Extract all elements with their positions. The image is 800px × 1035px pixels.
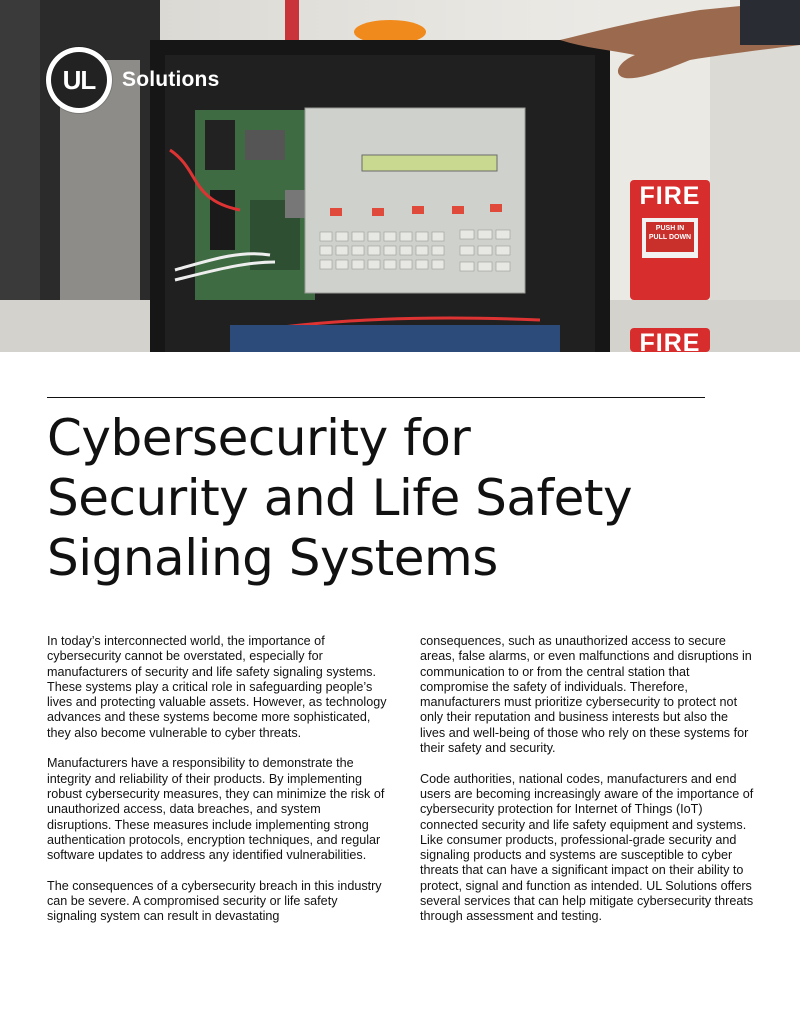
page-title-line-3: Signaling Systems: [47, 529, 498, 587]
fire-pull-text: [646, 224, 694, 242]
title-divider: [47, 397, 705, 398]
body-column-right: [420, 634, 755, 940]
body-paragraph: In today’s interconnected world, the importance of cybersecurity cannot be overstated, especially for manufacturers of security and life safety signaling systems. These systems play a critical role in safeguarding people’s lives and protecting valuable assets. However, as technology advances and these systems become more sophisticated, they also become vulnerable to cyber threats.: [47, 634, 387, 740]
page-title-line-2: Security and Life Safety: [47, 469, 633, 527]
fire-label: FIRE: [639, 182, 701, 210]
logo-wordmark: Solutions: [122, 68, 220, 91]
page-title: [47, 408, 747, 588]
ul-solutions-logo: [46, 46, 219, 114]
page-title-line-1: Cybersecurity for: [47, 409, 471, 467]
hero-photo: [0, 0, 800, 352]
fire-label-lower: FIRE: [639, 330, 701, 352]
body-paragraph: consequences, such as unauthorized access to secure areas, false alarms, or even malfunctions and disruptions in communication to or from the central station that compromise the safety of individuals. Therefore, manufacturers must prioritize cybersecurity to protect not only their reputation and business interests but also the lives and well-being of those who rely on these systems for their safety and security.: [420, 634, 752, 756]
body-paragraph: The consequences of a cybersecurity breach in this industry can be severe. A compromised security or life safety signaling system can result in devastating: [47, 878, 382, 924]
fire-pull-text-line-1: PUSH IN: [655, 225, 685, 232]
body-paragraph: Code authorities, national codes, manufacturers and end users are becoming increasingly aware of the importance of cybersecurity protection for Internet of Things (IoT) connected security and life safety equipment and systems. Like consumer products, professional-grade security and signaling products and systems are susceptible to cyber threats that can have a significant impact on their ability to protect, signal and function as intended. UL Solutions offers several services that can help mitigate cybersecurity threats through assessment and testing.: [420, 771, 754, 924]
body-paragraph: Manufacturers have a responsibility to demonstrate the integrity and reliability of their products. By implementing robust cybersecurity measures, they can minimize the risk of unauthorized access, data breaches, and system disruptions. These measures include implementing strong authentication protocols, encryption techniques, and regular software updates to address any identified vulnerabilities.: [47, 756, 385, 863]
ul-logo-mark-text: UL: [51, 52, 107, 108]
ul-logo-mark: [46, 47, 112, 113]
fire-pull-text-line-2: PULL DOWN: [648, 234, 692, 241]
body-column-left: [47, 634, 387, 940]
